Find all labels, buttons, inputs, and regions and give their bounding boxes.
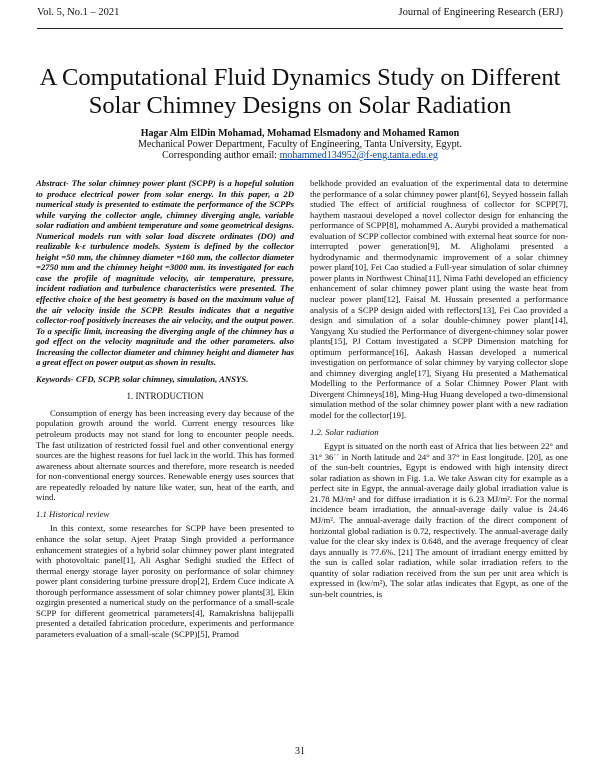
subsection-solar-radiation: 1.2. Solar radiation xyxy=(310,426,379,437)
paper-title: A Computational Fluid Dynamics Study on Different Solar Chimney Designs on Solar Radiation xyxy=(39,64,561,119)
email-label: Corresponding author email: xyxy=(162,150,280,161)
affiliation: Mechanical Power Department, Faculty of Engineering, Tanta University, Egypt. xyxy=(138,139,462,150)
author-names: Hagar Alm ElDin Mohamad, Mohamad Elsmadony and Mohamed Ramon xyxy=(140,128,460,139)
left-column xyxy=(36,178,294,639)
intro-paragraph: Consumption of energy has been increasing every day because of the population growth around the world. Current energy resources like petroleum products may not stand for long to encounter people needs. The fast utilization of restricted fossil fuel and other conventional energy sources are the highest reasons for fuel lack in the world. This has formed awareness about alternate sources and therefore, more research is needed for non-conventional energy sources. Renewable energy uses sources that are repeatedly reloaded by nature like water, sun, heat of the earth, and wind. xyxy=(36,407,294,503)
email-link[interactable]: mohammed134952@f-eng.tanta.edu.eg xyxy=(279,150,438,161)
right-column xyxy=(310,178,568,599)
page-number: 31 xyxy=(295,746,305,757)
historical-review-continued: belkhode provided an evaluation of the experimental data to determine the performance of a solar chimney power plant[6], Seyyed hossein fallah studied The effect of artificial roughness of collector for SCPP[7], haythem nasraoui developed a novel collector design for enhancing the performance of SCPP[8], mohammed A. Aurybi provided a mathematical evaluation of SCPP collector combined with external heat source for non-interrupted power generation[9], M. Aligholami presented a hydrodynamic and thermodynamic improvement of a solar chimney power plant[10], Fei Cao studied a Full-year simulation of solar chimney power plants in Northwest China[11], Nima Fathi developed an efficiency enhancement of solar chimney power plant using the waste heat from nuclear power plant[12], Faisal M. Hussain presented a performance analysis of a SCPP design aided with reflectors[13], Fei Cao provided a design and simulation of a solar double-chimney power plant[14], Yangyang Xu studied the Performance of divergent-chimney solar power plants[15], PJ Cottam investigated a SCPP Dimension matching for optimum performance[16], Aakash Hassan developed a numerical investigation on performance of solar chimney by varying collector slope and chimney diverging angle[17], Siyang Hu presented a Mathematical Modelling to the Performance of a Solar Chimney Power Plant with Divergent Chimneys[18], Ming-Hug Huang developed a two-dimensional simulation method of the solar chimney power plant with a new radiation model for the collector[19]. xyxy=(310,178,568,421)
solar-radiation-paragraph: Egypt is situated on the north east of Africa that lies between 22° and 31° 36´´ in North latitude and 24° and 37° in East longitude. [20], as one of the sun-belt countries, Egypt is endowed with high intensity direct solar radiation as shown in Fig. 1.a. We take Aswan city for example as a perfect site in Egypt, the annual-average daily global irradiation value is 21.78 MJ/m² and for diffuse irradiation it is 6.23 MJ/m². For the normal incidence beam irradiation, the annual-average daily value is 24.46 MJ/m². The annual-average daily fraction of the direct component of horizontal global radiation is 0.72, respectively. The annual-average daily value for the clear sky index is 0.648, and the average frequency of clear days annually is 77.6%. [21] The amount of irradiant energy emitted by the sun is called solar radiation, while solar irradiation refers to the quantity of solar radiation received from the sun per unit area which is expressed in (kw/m²), The solar atlas indicates that Egypt, as one of the sun-belt countries, is xyxy=(310,441,568,599)
section-heading-introduction: 1. INTRODUCTION xyxy=(126,391,204,402)
running-header xyxy=(37,7,563,23)
subsection-historical-review: 1.1 Historical review xyxy=(36,508,110,519)
abstract: Abstract- The solar chimney power plant (SCPP) is a hopeful solution to produce electrical power from solar energy. In this paper, a 2D numerical study is presented to estimate the performance of the SCPPs while varying the collector angle, chimney diverging angle, variable solar radiation and ambient temperature and some geometrical designs. Numerical models run with solar load discrete ordinates (DO) and realizable k-ε turbulence models. System is defined by the collector height =50 mm, the chimney diameter =160 mm, the collector diameter =2750 mm and the chimney height =3000 mm. its investigated for each case the profile of magnitude velocity, air temperature, pressure, incident radiation and turbulence characteristics were presented. The effective choice of the best geometry is based on the maximum value of the air velocity inside the SCPP. Results indicates that a negative collector-roof positively increases the air velocity, and the output power. To a specific limit, increasing the diverging angle of the chimney has a god effect on the velocity magnitude and the other parameters. also Increasing the collector diameter and chimney height and diameter has a great effect on power output as shown in results. xyxy=(36,178,294,368)
historical-review-paragraph: In this context, some researches for SCPP have been presented to enhance the solar setup. Ajeet Pratap Singh provided a performance enhancement strategies of a hybrid solar chimney power plant integrated with photovoltaic panel[1], Ali Asghar Sedighi studied the Effect of thermal energy storage layer porosity on performance of solar chimney power plant considering turbine pressure drop[2], Erdem Cuce indicate A thorough performance assessment of solar chimney power plants[3], Ekin ozgirgin presented a numerical study on the performance of a small-scale SCPP for different geometrical parameters[4], Ramakrishna balijepalli presented a detailed fabrication procedure, experiments and performance parameters evaluation of a small-scale (SCPP)[5], Pramod xyxy=(36,523,294,639)
author-block xyxy=(30,128,570,161)
keywords: Keywords- CFD, SCPP, solar chimney, simulation, ANSYS. xyxy=(36,373,249,384)
corresponding-email-line xyxy=(30,150,570,161)
header-rule xyxy=(37,28,563,29)
journal-name: Journal of Engineering Research (ERJ) xyxy=(398,7,563,18)
volume-label: Vol. 5, No.1 – 2021 xyxy=(37,7,120,18)
